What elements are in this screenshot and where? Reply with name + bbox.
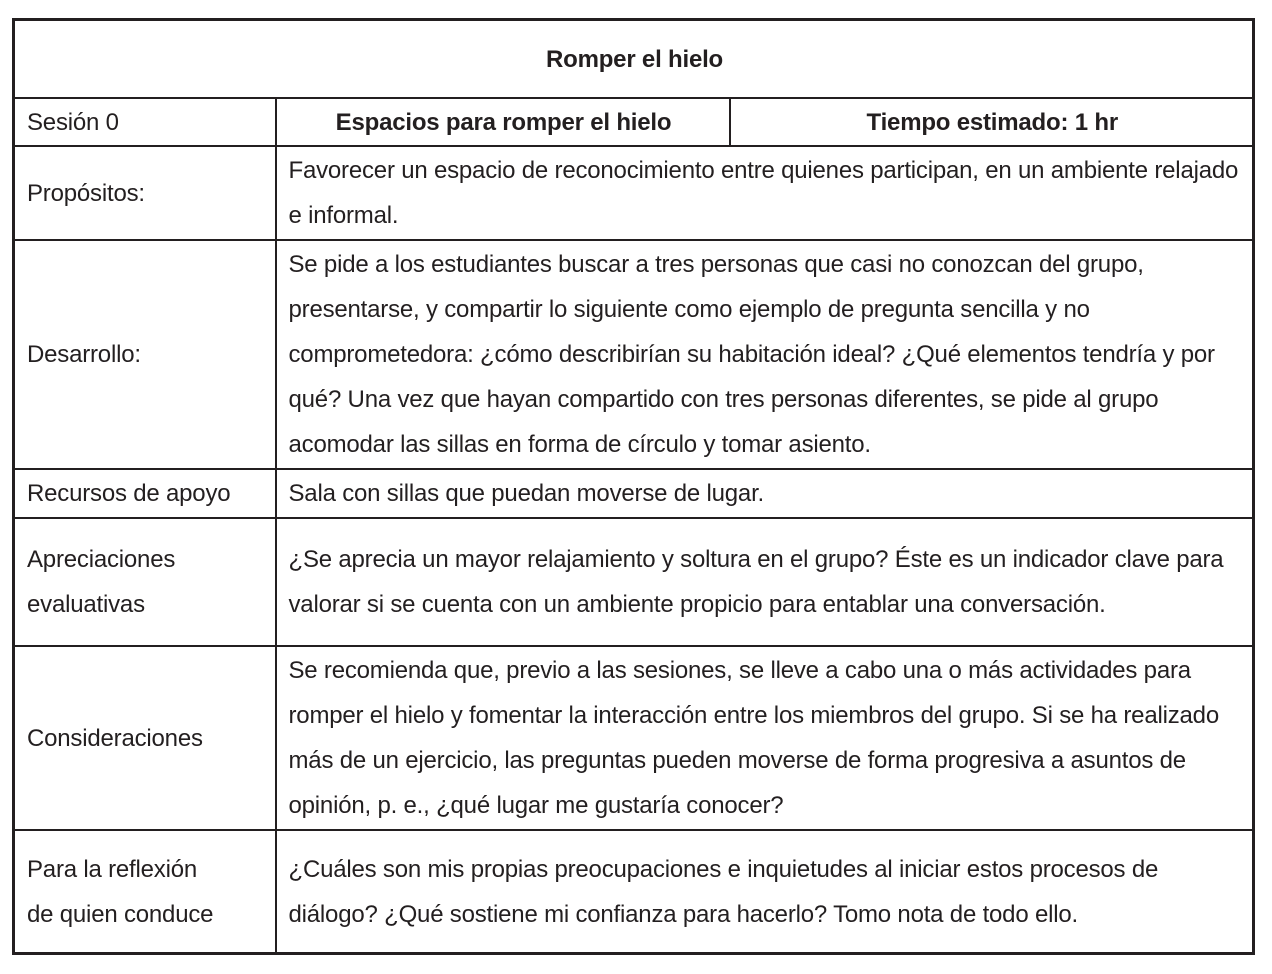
- row-label-reflection: [14, 830, 276, 954]
- table-row: [14, 146, 1254, 240]
- row-content-reflection: ¿Cuáles son mis propias preocupaciones e inquietudes al iniciar estos procesos de diálogo? ¿Qué sostiene mi confianza para hacerlo? Tomo nota de todo ello.: [276, 830, 1254, 954]
- row-label-line: evaluativas: [27, 591, 145, 618]
- table-title: Romper el hielo: [14, 20, 1254, 99]
- row-label-considerations: Consideraciones: [14, 646, 276, 830]
- table-row: [14, 830, 1254, 954]
- row-label-purposes: Propósitos:: [14, 146, 276, 240]
- session-label: Sesión 0: [14, 98, 276, 146]
- row-label-line: de quien conduce: [27, 900, 214, 928]
- table-row: [14, 646, 1254, 830]
- activity-table: [12, 18, 1255, 955]
- row-label-evaluation: [14, 518, 276, 646]
- session-row: [14, 98, 1254, 146]
- table-row: [14, 518, 1254, 646]
- row-content-purposes: Favorecer un espacio de reconocimiento entre quienes participan, en un ambiente relajado e informal.: [276, 146, 1254, 240]
- activity-sheet: [12, 18, 1252, 955]
- table-row: [14, 240, 1254, 469]
- session-time: Tiempo estimado: 1 hr: [730, 98, 1254, 146]
- row-label-development: Desarrollo:: [14, 240, 276, 469]
- row-content-development: Se pide a los estudiantes buscar a tres personas que casi no conozcan del grupo, presentarse, y compartir lo siguiente como ejemplo de pregunta sencilla y no comprometedora: ¿cómo describirían su habitación ideal? ¿Qué elementos tendría y por qué? Una vez que hayan compartido con tres personas diferentes, se pide al grupo acomodar las sillas en forma de círculo y tomar asiento.: [276, 240, 1254, 469]
- row-content-evaluation: ¿Se aprecia un mayor relajamiento y soltura en el grupo? Éste es un indicador clave para valorar si se cuenta con un ambiente propicio para entablar una conversación.: [276, 518, 1254, 646]
- title-row: [14, 20, 1254, 99]
- table-row: [14, 469, 1254, 518]
- row-label-line: Para la reflexión: [27, 855, 198, 883]
- row-content-considerations: Se recomienda que, previo a las sesiones, se lleve a cabo una o más actividades para romper el hielo y fomentar la interacción entre los miembros del grupo. Si se ha realizado más de un ejercicio, las preguntas pueden moverse de forma progresiva a asuntos de opinión, p. e., ¿qué lugar me gustaría conocer?: [276, 646, 1254, 830]
- session-name: Espacios para romper el hielo: [276, 98, 730, 146]
- row-label-line: Apreciaciones: [27, 546, 176, 573]
- row-content-resources: Sala con sillas que puedan moverse de lugar.: [276, 469, 1254, 518]
- row-label-resources: Recursos de apoyo: [14, 469, 276, 518]
